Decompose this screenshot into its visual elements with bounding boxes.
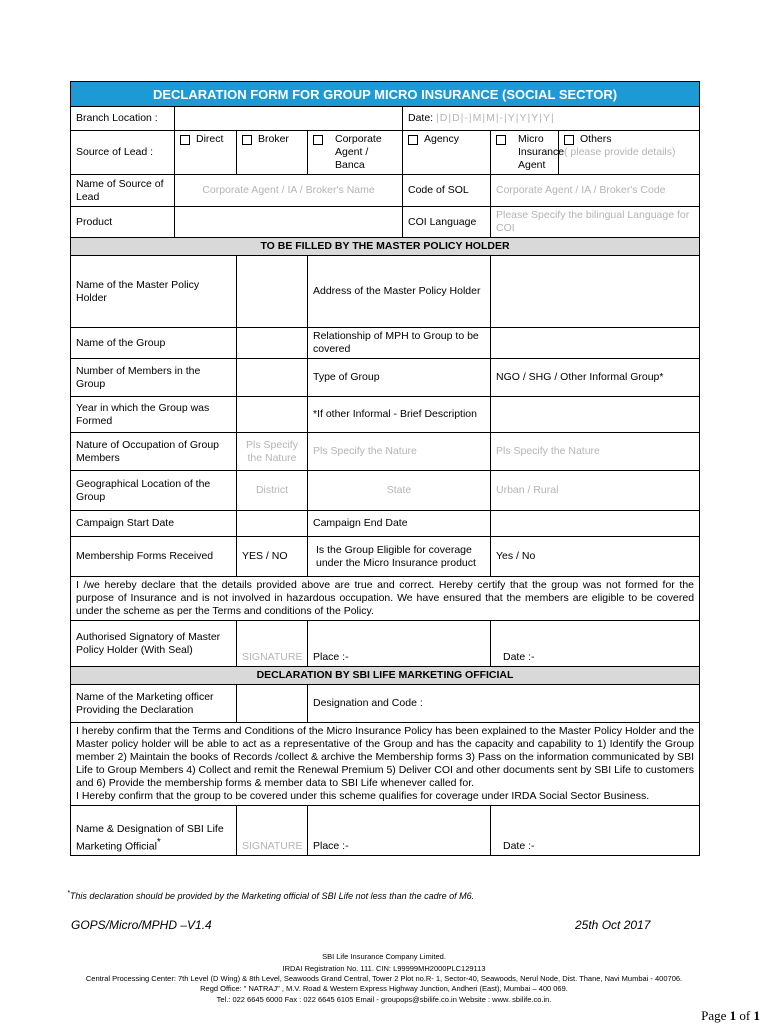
year-formed-label: Year in which the Group was Formed: [71, 397, 237, 433]
group-name-field[interactable]: [237, 328, 308, 359]
source-others-option[interactable]: Others ( please provide details): [559, 131, 700, 175]
group-name-label: Name of the Group: [71, 328, 237, 359]
name-of-source-label: Name of Source of Lead: [71, 175, 175, 207]
sbi-signature-field[interactable]: SIGNATURE: [237, 806, 308, 856]
marketing-officer-label: Name of the Marketing officer Providing the Declaration: [71, 685, 237, 723]
relationship-label: Relationship of MPH to Group to be covered: [308, 328, 491, 359]
mph-address-field[interactable]: [491, 256, 700, 328]
footer-regd-office: Regd Office: " NATRAJ" , M.V. Road & Western Express Highway Junction, Andheri (East), Mumbai – 400 069.: [200, 984, 568, 993]
section-sbi-marketing: DECLARATION BY SBI LIFE MARKETING OFFICIAL: [71, 667, 700, 685]
others-checkbox[interactable]: [564, 135, 574, 145]
type-of-group-label: Type of Group: [308, 359, 491, 397]
occupation-label: Nature of Occupation of Group Members: [71, 433, 237, 471]
branch-location-field[interactable]: [175, 107, 403, 131]
district-field[interactable]: District: [237, 471, 308, 511]
source-corporate-agent-option[interactable]: Corporate Agent / Banca: [308, 131, 403, 175]
mph-place-field[interactable]: Place :-: [308, 621, 491, 667]
relationship-field[interactable]: [491, 328, 700, 359]
asterisk-mark: *: [156, 836, 161, 848]
date-field[interactable]: [403, 107, 700, 131]
members-count-field[interactable]: [237, 359, 308, 397]
occupation-field-2[interactable]: Pls Specify the Nature: [308, 433, 491, 471]
source-agency-option[interactable]: Agency: [403, 131, 491, 175]
date-format-hint: |D|D|-|M|M|-|Y|Y|Y|Y|: [436, 112, 555, 124]
corporate-agent-checkbox[interactable]: [313, 135, 323, 145]
geo-location-label: Geographical Location of the Group: [71, 471, 237, 511]
sbi-official-label: Name & Designation of SBI Life Marketing Official*: [71, 806, 237, 856]
campaign-start-label: Campaign Start Date: [71, 511, 237, 537]
occupation-field-3[interactable]: Pls Specify the Nature: [491, 433, 700, 471]
others-hint: ( please provide details): [564, 146, 676, 158]
membership-forms-label: Membership Forms Received: [71, 537, 237, 577]
year-formed-field[interactable]: [237, 397, 308, 433]
agency-checkbox[interactable]: [408, 135, 418, 145]
direct-checkbox[interactable]: [180, 135, 190, 145]
coi-language-field[interactable]: Please Specify the bilingual Language for COI: [491, 207, 700, 238]
document-code: GOPS/Micro/MPHD –V1.4: [71, 918, 212, 932]
sbi-declaration-para-2: I Hereby confirm that the group to be covered under this scheme qualifies for coverage under IRDA Social Sector Business.: [76, 790, 650, 802]
authorised-signatory-label: Authorised Signatory of Master Policy Holder (With Seal): [71, 621, 237, 667]
group-eligible-value[interactable]: Yes / No: [491, 537, 700, 577]
urban-rural-field[interactable]: Urban / Rural: [491, 471, 700, 511]
section-master-policy-holder: TO BE FILLED BY THE MASTER POLICY HOLDER: [71, 238, 700, 256]
source-micro-agent-option[interactable]: Micro Insurance Agent: [491, 131, 559, 175]
occupation-field-1[interactable]: Pls Specify the Nature: [237, 433, 308, 471]
sbi-place-field[interactable]: Place :-: [308, 806, 491, 856]
product-field[interactable]: [175, 207, 403, 238]
members-count-label: Number of Members in the Group: [71, 359, 237, 397]
mph-date-field[interactable]: Date :-: [491, 621, 700, 667]
footer-contact: Tel.: 022 6645 6000 Fax : 022 6645 6105 Email - groupops@sbilife.co.in Website : www. sbilife.co.in.: [216, 995, 552, 1004]
form-title: DECLARATION FORM FOR GROUP MICRO INSURANCE (SOCIAL SECTOR): [71, 82, 700, 107]
state-field[interactable]: State: [308, 471, 491, 511]
sbi-date-field[interactable]: Date :-: [491, 806, 700, 856]
document-date: 25th Oct 2017: [575, 918, 651, 932]
mph-signature-field[interactable]: SIGNATURE: [237, 621, 308, 667]
date-label: Date:: [408, 112, 434, 124]
sbi-declaration-text: [71, 723, 700, 806]
page-number: Page 1 of 1: [701, 1008, 760, 1023]
marketing-officer-field[interactable]: [237, 685, 308, 723]
footer-irdai: IRDAI Registration No. 111. CIN: L99999MH2000PLC129113: [282, 964, 486, 973]
coi-language-label: COI Language: [403, 207, 491, 238]
product-label: Product: [71, 207, 175, 238]
group-eligible-label: Is the Group Eligible for coverage under the Micro Insurance product: [308, 537, 491, 577]
informal-description-field[interactable]: [491, 397, 700, 433]
mph-declaration-text: I /we hereby declare that the details provided above are true and correct. Hereby certify that the group was not formed for the purpose of Insurance and is not involved in hazardous occupation. We have ensured that the members are eligible to be covered under the scheme as per the Terms and conditions of the Policy.: [71, 577, 700, 621]
mph-address-label: Address of the Master Policy Holder: [308, 256, 491, 328]
sbi-declaration-para-1: I hereby confirm that the Terms and Conditions of the Micro Insurance Policy has been explained to the Master Policy Holder and the Master policy holder will be able to act as a representative of the Group and has the capacity and capability to 1) Identify the Group member 2) Maintain the books of Records /collect & archive the Membership forms 3) Pass on the information communicated by SBI Life to Group Members 4) Collect and remit the Renewal Premium 5) Deliver COI and other documents sent by SBI Life to customers and 6) Provide the membership forms & member data to SBI Life whenever called for.: [76, 725, 695, 789]
source-direct-option[interactable]: Direct: [175, 131, 237, 175]
mph-name-field[interactable]: [237, 256, 308, 328]
type-of-group-value[interactable]: NGO / SHG / Other Informal Group*: [491, 359, 700, 397]
footer-company: SBI Life Insurance Company Limited.: [322, 952, 446, 961]
membership-forms-value[interactable]: YES / NO: [237, 537, 308, 577]
broker-checkbox[interactable]: [242, 135, 252, 145]
campaign-end-label: Campaign End Date: [308, 511, 491, 537]
footnote: *This declaration should be provided by the Marketing official of SBI Life not less than the cadre of M6.: [67, 888, 475, 901]
source-of-lead-label: Source of Lead :: [71, 131, 175, 175]
source-broker-option[interactable]: Broker: [237, 131, 308, 175]
mph-name-label: Name of the Master Policy Holder: [71, 256, 237, 328]
informal-description-label: *If other Informal - Brief Description: [308, 397, 491, 433]
declaration-form-table: [70, 81, 700, 856]
code-of-sol-label: Code of SOL: [403, 175, 491, 207]
name-of-source-field[interactable]: Corporate Agent / IA / Broker's Name: [175, 175, 403, 207]
campaign-end-field[interactable]: [491, 511, 700, 537]
designation-code-field[interactable]: Designation and Code :: [308, 685, 700, 723]
campaign-start-field[interactable]: [237, 511, 308, 537]
branch-location-label: Branch Location :: [71, 107, 175, 131]
code-of-sol-field[interactable]: Corporate Agent / IA / Broker's Code: [491, 175, 700, 207]
footer-cpc: Central Processing Center: 7th Level (D Wing) & 8th Level, Seawoods Grand Central, Tower 2 Plot no.R- 1, Sector-40, Seawoods, Nerul Node, Dist. Thane, Navi Mumbai - 400706.: [85, 974, 683, 983]
micro-agent-checkbox[interactable]: [496, 135, 506, 145]
